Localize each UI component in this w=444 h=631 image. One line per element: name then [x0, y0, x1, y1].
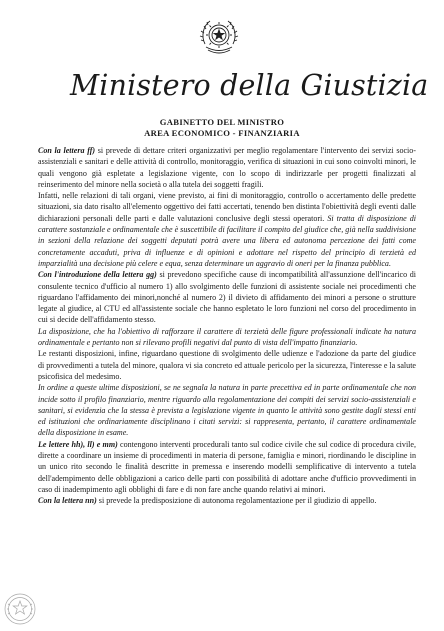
paragraph-relazioni	[38, 190, 416, 269]
paragraph-lead: Le lettere hh), ll) e mm)	[38, 439, 118, 449]
paragraph-ultime-disposizioni-note: In ordine a queste ultime disposizioni, se ne segnala la natura in parte precettiva ed in parte ordinamentale che non incide sotto il profilo finanziario, mentre riguardo alla regolamentazione dei compiti dei servizi socio-assistenziali e sanitari, si evidenzia che la stessa è prevista a legislazione vigente in quanto le attività sono gestite dagli stessi enti ed istituzioni che ordinariamente disciplinano i citati servizi: si rappresenta, pertanto, il carattere ordinamentale della disposizione in esame.	[38, 383, 416, 438]
ministry-masthead: Ministero della Giustizia	[70, 68, 429, 102]
paragraph-lead: Con l'introduzione della lettera gg)	[38, 270, 157, 280]
paragraph-lettera-nn	[38, 495, 416, 506]
office-name: GABINETTO DEL MINISTRO	[159, 117, 285, 127]
paragraph-lettera-ff	[38, 145, 416, 190]
paragraph-terzieta-note: La disposizione, che ha l'obiettivo di rafforzare il carattere di terzietà delle figure professionali indicate ha natura ordinamentale e pertanto non si rilevano profili negativi dal punto di vista dell'impatto finanziario.	[38, 326, 416, 348]
document-body	[38, 145, 416, 507]
paragraph-text: contengono interventi procedurali tanto sul codice civile che sul codice di procedura civile, dirette a coordinare un insieme di procedimenti in materia di persone, famiglia e minori, riordinando le discipline in un unico rito secondo le finalità descritte in premessa e inserendo modelli semplificative di intervento a tutela dell'adempimento delle obbligazioni a carico delle parti con possibilità di adottare anche d'ufficio provvedimenti in caso di inadempimento agli obblighi di fare e di non fare anche quando relativi ai minori.	[38, 439, 416, 494]
paragraph-text: si prevede di dettare criteri organizzativi per meglio regolamentare l'intervento dei servizi socio-assistenziali e sanitari e delle attività di controllo, monitoraggio, verifica di situazioni in cui sono coinvolti minori, le quali vengono già espletate a legislazione vigente, con lo scopo di indirizzarle per progetti finalizzati al reinserimento del minore nella società o alla tutela dei soggetti fragili.	[38, 146, 416, 189]
paragraph-text: Infatti, nelle relazioni di tali organi, viene previsto, ai fini di monitoraggio, controllo o accertamento delle predette situazioni, sia dato risalto all'elemento oggettivo dei fatti accertati, tenendo ben distinta l'obiettività degli eventi dalle dichiarazioni personali delle parti e dalle valutazioni conclusive degli stessi operatori.	[38, 191, 416, 223]
paragraph-lettera-gg	[38, 269, 416, 325]
paragraph-text: si prevede la predisposizione di autonoma regolamentazione per il giudizio di appello.	[96, 496, 377, 506]
paragraph-lettere-hh-ll-mm	[38, 439, 416, 495]
paragraph-lead: Con la lettera ff)	[38, 146, 96, 155]
office-area: AREA ECONOMICO - FINANZIARIA	[144, 128, 300, 138]
ministry-seal-stamp-icon	[3, 592, 37, 626]
paragraph-restanti-disposizioni: Le restanti disposizioni, infine, riguardano questione di svolgimento delle udienze e l'adozione da parte del giudice di provvedimenti a tutela del minore, qualora vi sia concreto ed attuale pericolo per la sicurezza, l'interesse e la salute psicofisica del medesimo.	[38, 349, 416, 381]
paragraph-text: si prevedono specifiche cause di incompatibilità all'assunzione dell'incarico di consulente tecnico d'ufficio al numero 1) allo svolgimento delle funzioni di assistente sociale nei procedimenti che riguardano l'affidamento dei minori,nonché al numero 2) il divieto di affidamento dei minori a persone o strutture legate al giudice, al CTU ed all'assistente sociale che hanno espletato le loro funzioni nel corso del procedimento in cui si decide dell'affidamento stesso.	[38, 270, 417, 325]
paragraph-italic-text: Si tratta di disposizione di carattere sostanziale e ordinamentale che è suscettibile di facilitare il compito del giudice che, già nella suddivisione in sezioni della relazione dei soggetti deputati potrà avere una libera ed autonoma percezione dei fatti come concretamente accaduti, priva di influenze e di opinioni e adottare nel rispetto del principio di terzietà ed imparzialità una decisione più celere e equa, senza determinare un aggravio di oneri per la finanza pubblica.	[38, 213, 416, 268]
paragraph-lead: Con la lettera nn)	[38, 496, 97, 506]
italian-republic-emblem-icon	[197, 14, 241, 58]
